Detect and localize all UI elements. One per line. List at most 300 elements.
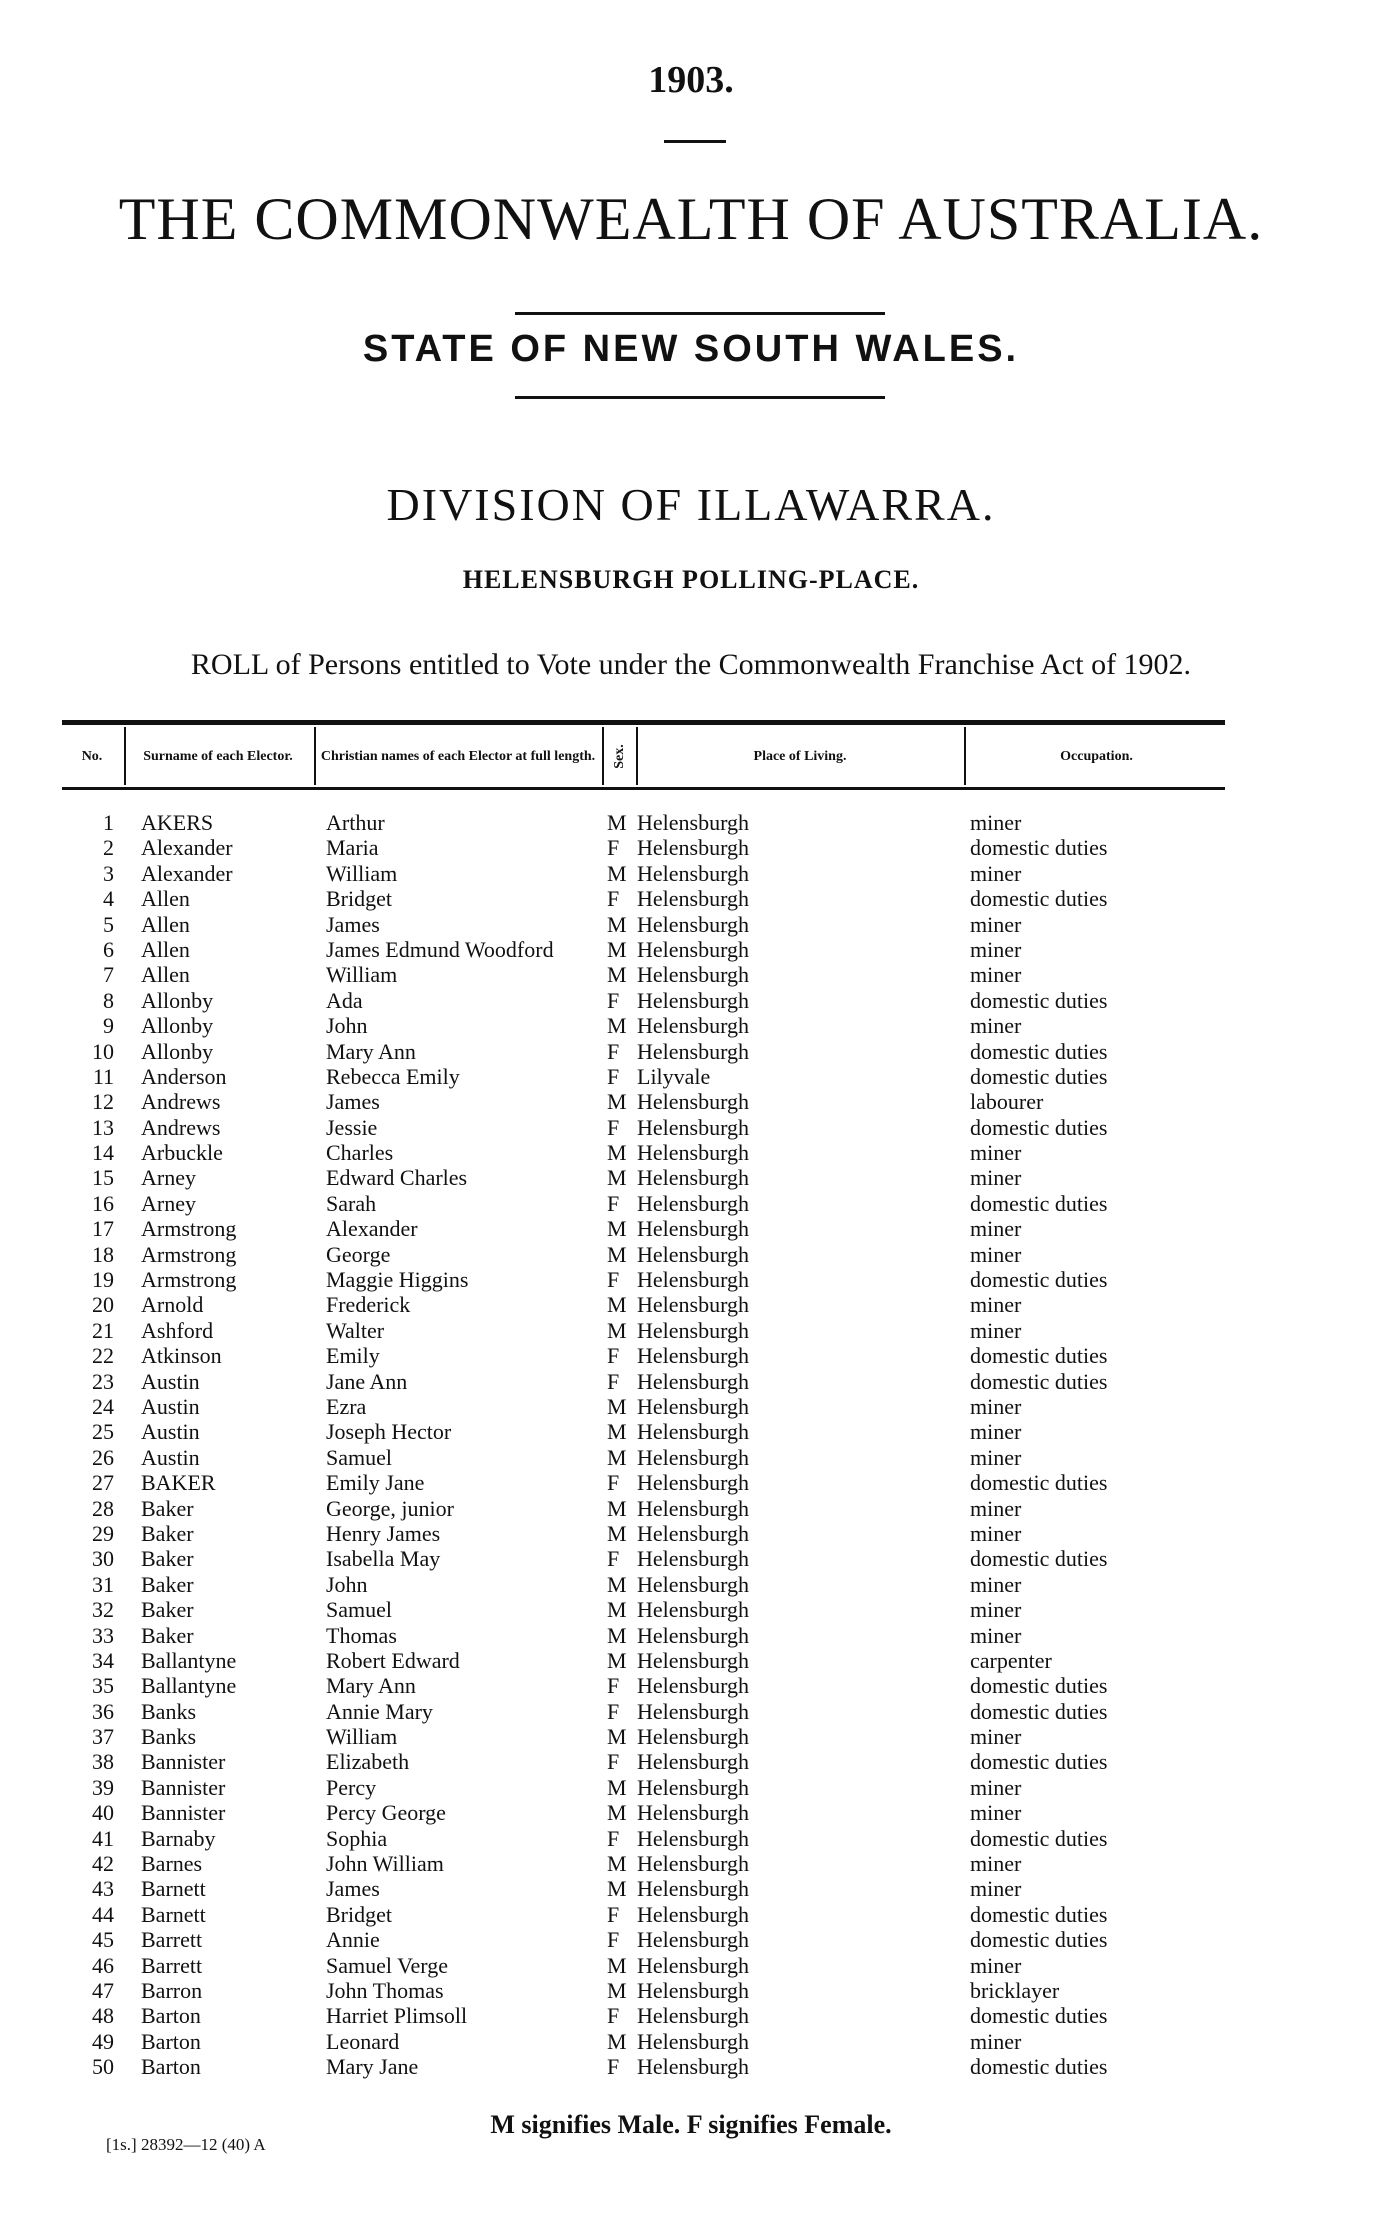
table-row (0, 1673, 1382, 1698)
elector-occupation: domestic duties (970, 1038, 1108, 1064)
table-row (0, 1394, 1382, 1419)
table-row (0, 861, 1382, 886)
elector-no: 5 (103, 911, 114, 937)
elector-sex: M (607, 810, 627, 835)
elector-surname: Baker (141, 1520, 194, 1546)
column-divider (636, 727, 638, 785)
elector-occupation: miner (970, 1292, 1022, 1318)
elector-surname: Barron (141, 1977, 203, 2003)
elector-occupation: domestic duties (970, 1698, 1108, 1724)
elector-no: 28 (92, 1495, 114, 1521)
elector-surname: Barrett (141, 1952, 203, 1978)
elector-no: 44 (92, 1901, 114, 1927)
elector-no: 9 (103, 1013, 114, 1039)
elector-surname: Anderson (141, 1063, 227, 1089)
elector-sex: F (607, 1901, 620, 1927)
elector-surname: Arney (141, 1165, 196, 1191)
elector-occupation: miner (970, 1952, 1022, 1978)
year-heading: 1903. (648, 59, 734, 101)
elector-place: Helensburgh (637, 2054, 750, 2080)
elector-sex: M (607, 1419, 627, 1445)
table-row (0, 1546, 1382, 1571)
elector-no: 37 (92, 1724, 114, 1750)
elector-christian-names: Jane Ann (326, 1368, 408, 1394)
elector-place: Helensburgh (637, 1977, 750, 2003)
elector-no: 36 (92, 1698, 114, 1724)
table-row (0, 1089, 1382, 1114)
col-header-occupation: Occupation. (1060, 748, 1133, 764)
table-row (0, 1343, 1382, 1368)
elector-no: 18 (92, 1241, 114, 1267)
elector-no: 21 (92, 1317, 114, 1343)
elector-surname: Arnold (141, 1292, 204, 1318)
elector-surname: Armstrong (141, 1241, 237, 1267)
table-row (0, 1572, 1382, 1597)
elector-christian-names: Ezra (326, 1393, 367, 1419)
elector-place: Helensburgh (637, 1876, 750, 1902)
table-row (0, 1013, 1382, 1038)
elector-sex: F (607, 1190, 620, 1216)
elector-occupation: miner (970, 1520, 1022, 1546)
elector-no: 2 (103, 835, 114, 861)
elector-occupation: domestic duties (970, 886, 1108, 912)
elector-surname: Austin (141, 1419, 200, 1445)
elector-place: Helensburgh (637, 1851, 750, 1877)
elector-surname: Barton (141, 2003, 201, 2029)
table-row (0, 1115, 1382, 1140)
table-row (0, 1978, 1382, 2003)
elector-occupation: domestic duties (970, 1749, 1108, 1775)
elector-surname: Barton (141, 2054, 201, 2080)
elector-place: Helensburgh (637, 1292, 750, 1318)
elector-occupation: miner (970, 1597, 1022, 1623)
table-row (0, 1648, 1382, 1673)
elector-no: 38 (92, 1749, 114, 1775)
elector-no: 29 (92, 1520, 114, 1546)
elector-occupation: domestic duties (970, 1927, 1108, 1953)
elector-christian-names: Percy George (326, 1800, 446, 1826)
elector-sex: F (607, 1673, 620, 1699)
col-header-sex: Sex. (611, 743, 627, 769)
elector-sex: M (607, 936, 627, 962)
elector-no: 3 (103, 860, 114, 886)
elector-occupation: miner (970, 810, 1022, 835)
table-row (0, 1267, 1382, 1292)
elector-surname: Andrews (141, 1089, 221, 1115)
elector-place: Helensburgh (637, 1800, 750, 1826)
elector-christian-names: Sophia (326, 1825, 388, 1851)
elector-christian-names: Samuel Verge (326, 1952, 448, 1978)
elector-surname: Ashford (141, 1317, 214, 1343)
col-header-surname: Surname of each Elector. (143, 748, 293, 764)
elector-place: Helensburgh (637, 1622, 750, 1648)
elector-christian-names: Robert Edward (326, 1647, 460, 1673)
elector-occupation: domestic duties (970, 2054, 1108, 2080)
elector-place: Helensburgh (637, 1343, 750, 1369)
elector-place: Helensburgh (637, 1114, 750, 1140)
table-row (0, 912, 1382, 937)
elector-christian-names: Mary Jane (326, 2054, 419, 2080)
elector-occupation: domestic duties (970, 1190, 1108, 1216)
elector-surname: Ballantyne (141, 1673, 237, 1699)
elector-place: Helensburgh (637, 962, 750, 988)
elector-surname: Barnes (141, 1851, 203, 1877)
elector-place: Helensburgh (637, 1546, 750, 1572)
elector-occupation: miner (970, 962, 1022, 988)
elector-occupation: miner (970, 1216, 1022, 1242)
elector-surname: Alexander (141, 860, 233, 886)
elector-sex: M (607, 1165, 627, 1191)
col-header-christian: Christian names of each Elector at full length. (320, 748, 596, 764)
elector-place: Helensburgh (637, 1952, 750, 1978)
elector-surname: Allen (141, 936, 190, 962)
elector-sex: F (607, 1063, 620, 1089)
table-row (0, 1749, 1382, 1774)
elector-christian-names: Maggie Higgins (326, 1267, 469, 1293)
table-row (0, 988, 1382, 1013)
elector-no: 50 (92, 2054, 114, 2080)
elector-occupation: bricklayer (970, 1977, 1060, 2003)
elector-no: 15 (92, 1165, 114, 1191)
table-row (0, 1902, 1382, 1927)
elector-occupation: miner (970, 1140, 1022, 1166)
elector-occupation: miner (970, 860, 1022, 886)
elector-place: Helensburgh (637, 1317, 750, 1343)
table-row (0, 886, 1382, 911)
elector-surname: Allonby (141, 1013, 214, 1039)
elector-occupation: domestic duties (970, 1825, 1108, 1851)
elector-sex: M (607, 1876, 627, 1902)
elector-no: 1 (103, 810, 114, 835)
elector-no: 46 (92, 1952, 114, 1978)
elector-place: Helensburgh (637, 1267, 750, 1293)
elector-christian-names: Mary Ann (326, 1038, 416, 1064)
elector-christian-names: Leonard (326, 2028, 400, 2054)
table-row (0, 1369, 1382, 1394)
elector-surname: Arney (141, 1190, 196, 1216)
elector-place: Helensburgh (637, 860, 750, 886)
table-row (0, 1724, 1382, 1749)
elector-sex: M (607, 2028, 627, 2054)
elector-surname: Allonby (141, 1038, 214, 1064)
elector-sex: M (607, 1444, 627, 1470)
elector-place: Helensburgh (637, 2003, 750, 2029)
elector-occupation: domestic duties (970, 1901, 1108, 1927)
table-header (62, 720, 1225, 790)
elector-no: 47 (92, 1977, 114, 2003)
elector-christian-names: William (326, 1724, 398, 1750)
elector-no: 24 (92, 1393, 114, 1419)
elector-sex: F (607, 2003, 620, 2029)
elector-place: Helensburgh (637, 1393, 750, 1419)
elector-surname: Barton (141, 2028, 201, 2054)
elector-place: Helensburgh (637, 936, 750, 962)
elector-sex: M (607, 1292, 627, 1318)
elector-no: 19 (92, 1267, 114, 1293)
elector-no: 49 (92, 2028, 114, 2054)
elector-surname: Andrews (141, 1114, 221, 1140)
elector-surname: Barnett (141, 1901, 206, 1927)
table-row (0, 1521, 1382, 1546)
elector-christian-names: Charles (326, 1140, 394, 1166)
elector-place: Helensburgh (637, 1749, 750, 1775)
elector-place: Helensburgh (637, 1038, 750, 1064)
column-divider (124, 727, 126, 785)
elector-sex: F (607, 1749, 620, 1775)
table-row (0, 1064, 1382, 1089)
elector-christian-names: Emily (326, 1343, 380, 1369)
elector-no: 13 (92, 1114, 114, 1140)
column-divider (314, 727, 316, 785)
elector-christian-names: George (326, 1241, 391, 1267)
elector-christian-names: Jessie (326, 1114, 378, 1140)
elector-surname: Baker (141, 1597, 194, 1623)
table-row (0, 2003, 1382, 2028)
elector-place: Helensburgh (637, 1368, 750, 1394)
elector-sex: M (607, 1140, 627, 1166)
elector-place: Helensburgh (637, 911, 750, 937)
table-row (0, 1216, 1382, 1241)
elector-sex: M (607, 1952, 627, 1978)
elector-place: Helensburgh (637, 1825, 750, 1851)
elector-christian-names: Annie (326, 1927, 380, 1953)
elector-sex: M (607, 860, 627, 886)
divider (515, 396, 885, 399)
table-row (0, 810, 1382, 835)
table-row (0, 1851, 1382, 1876)
elector-occupation: miner (970, 1851, 1022, 1877)
elector-place: Helensburgh (637, 1901, 750, 1927)
elector-christian-names: James (326, 911, 380, 937)
elector-christian-names: Percy (326, 1774, 377, 1800)
elector-sex: F (607, 987, 620, 1013)
elector-no: 11 (92, 1063, 114, 1089)
elector-sex: F (607, 1698, 620, 1724)
elector-no: 41 (92, 1825, 114, 1851)
table-row (0, 1775, 1382, 1800)
table-row (0, 1470, 1382, 1495)
elector-no: 6 (103, 936, 114, 962)
elector-place: Lilyvale (637, 1063, 711, 1089)
elector-sex: F (607, 2054, 620, 2080)
elector-christian-names: Rebecca Emily (326, 1063, 460, 1089)
elector-sex: M (607, 1647, 627, 1673)
elector-christian-names: Frederick (326, 1292, 411, 1318)
elector-surname: Banks (141, 1724, 196, 1750)
elector-christian-names: Arthur (326, 810, 385, 835)
elector-christian-names: Thomas (326, 1622, 397, 1648)
elector-place: Helensburgh (637, 1241, 750, 1267)
table-row (0, 1496, 1382, 1521)
table-row (0, 1140, 1382, 1165)
elector-sex: M (607, 1724, 627, 1750)
table-row (0, 1623, 1382, 1648)
elector-sex: F (607, 1114, 620, 1140)
elector-no: 34 (92, 1647, 114, 1673)
elector-surname: Baker (141, 1546, 194, 1572)
elector-no: 35 (92, 1673, 114, 1699)
divider (515, 312, 885, 315)
elector-surname: Baker (141, 1571, 194, 1597)
table-row (0, 1165, 1382, 1190)
elector-occupation: miner (970, 1419, 1022, 1445)
elector-no: 10 (92, 1038, 114, 1064)
elector-christian-names: Samuel (326, 1597, 392, 1623)
table-row (0, 2029, 1382, 2054)
elector-sex: M (607, 1317, 627, 1343)
elector-occupation: miner (970, 1241, 1022, 1267)
elector-christian-names: James (326, 1876, 380, 1902)
elector-occupation: miner (970, 1622, 1022, 1648)
elector-place: Helensburgh (637, 810, 750, 835)
elector-occupation: miner (970, 911, 1022, 937)
elector-no: 27 (92, 1470, 114, 1496)
division-title: DIVISION OF ILLAWARRA. (386, 479, 996, 530)
elector-no: 39 (92, 1774, 114, 1800)
elector-place: Helensburgh (637, 1444, 750, 1470)
elector-christian-names: Alexander (326, 1216, 418, 1242)
elector-place: Helensburgh (637, 1495, 750, 1521)
elector-no: 22 (92, 1343, 114, 1369)
elector-occupation: miner (970, 1165, 1022, 1191)
elector-occupation: domestic duties (970, 1063, 1108, 1089)
elector-sex: M (607, 1571, 627, 1597)
elector-occupation: carpenter (970, 1647, 1052, 1673)
elector-no: 48 (92, 2003, 114, 2029)
table-row (0, 1826, 1382, 1851)
elector-surname: Baker (141, 1622, 194, 1648)
col-header-place: Place of Living. (753, 748, 847, 764)
elector-no: 26 (92, 1444, 114, 1470)
elector-surname: Allen (141, 886, 190, 912)
elector-no: 33 (92, 1622, 114, 1648)
elector-christian-names: James (326, 1089, 380, 1115)
table-row (0, 1445, 1382, 1470)
elector-place: Helensburgh (637, 1520, 750, 1546)
elector-surname: Armstrong (141, 1267, 237, 1293)
elector-christian-names: Harriet Plimsoll (326, 2003, 468, 2029)
table-row (0, 1597, 1382, 1622)
elector-christian-names: Isabella May (326, 1546, 441, 1572)
elector-surname: Austin (141, 1393, 200, 1419)
elector-sex: M (607, 1216, 627, 1242)
divider (664, 140, 726, 143)
roll-title: ROLL of Persons entitled to Vote under the Commonwealth Franchise Act of 1902. (190, 648, 1192, 681)
elector-surname: Barnett (141, 1876, 206, 1902)
elector-surname: Bannister (141, 1774, 226, 1800)
table-row (0, 1927, 1382, 1952)
elector-christian-names: Annie Mary (326, 1698, 433, 1724)
elector-place: Helensburgh (637, 1140, 750, 1166)
elector-sex: M (607, 1241, 627, 1267)
elector-christian-names: Sarah (326, 1190, 377, 1216)
elector-occupation: domestic duties (970, 2003, 1108, 2029)
table-row (0, 1953, 1382, 1978)
elector-surname: Bannister (141, 1749, 226, 1775)
elector-christian-names: John (326, 1571, 368, 1597)
elector-place: Helensburgh (637, 1597, 750, 1623)
elector-place: Helensburgh (637, 1089, 750, 1115)
elector-no: 14 (92, 1140, 114, 1166)
elector-no: 30 (92, 1546, 114, 1572)
elector-surname: BAKER (141, 1470, 216, 1496)
elector-place: Helensburgh (637, 1724, 750, 1750)
elector-christian-names: George, junior (326, 1495, 454, 1521)
elector-christian-names: Bridget (326, 886, 392, 912)
elector-christian-names: John Thomas (326, 1977, 444, 2003)
elector-occupation: domestic duties (970, 1368, 1108, 1394)
elector-no: 23 (92, 1368, 114, 1394)
elector-sex: M (607, 1851, 627, 1877)
elector-surname: Banks (141, 1698, 196, 1724)
elector-occupation: miner (970, 1774, 1022, 1800)
table-row (0, 1242, 1382, 1267)
elector-christian-names: John William (326, 1851, 444, 1877)
elector-occupation: miner (970, 1724, 1022, 1750)
elector-occupation: domestic duties (970, 1267, 1108, 1293)
elector-surname: Atkinson (141, 1343, 222, 1369)
elector-christian-names: Henry James (326, 1520, 441, 1546)
elector-place: Helensburgh (637, 835, 750, 861)
elector-no: 7 (103, 962, 114, 988)
elector-occupation: miner (970, 1495, 1022, 1521)
elector-sex: F (607, 1546, 620, 1572)
print-reference: [1s.] 28392—12 (40) A (106, 2135, 266, 2154)
elector-place: Helensburgh (637, 886, 750, 912)
elector-sex: F (607, 1368, 620, 1394)
elector-place: Helensburgh (637, 1419, 750, 1445)
elector-place: Helensburgh (637, 1190, 750, 1216)
elector-place: Helensburgh (637, 1774, 750, 1800)
elector-occupation: domestic duties (970, 1546, 1108, 1572)
elector-christian-names: Mary Ann (326, 1673, 416, 1699)
table-row (0, 1699, 1382, 1724)
elector-surname: Allen (141, 911, 190, 937)
elector-place: Helensburgh (637, 1165, 750, 1191)
elector-occupation: miner (970, 936, 1022, 962)
elector-sex: M (607, 1597, 627, 1623)
table-row (0, 1191, 1382, 1216)
elector-no: 45 (92, 1927, 114, 1953)
table-row (0, 1292, 1382, 1317)
sex-legend: M signifies Male. F signifies Female. (490, 2110, 892, 2139)
elector-sex: M (607, 1393, 627, 1419)
elector-sex: F (607, 1038, 620, 1064)
elector-sex: F (607, 1343, 620, 1369)
elector-christian-names: Walter (326, 1317, 385, 1343)
elector-sex: F (607, 1825, 620, 1851)
elector-place: Helensburgh (637, 2028, 750, 2054)
table-row (0, 1318, 1382, 1343)
elector-christian-names: Emily Jane (326, 1470, 425, 1496)
elector-sex: F (607, 1267, 620, 1293)
elector-occupation: labourer (970, 1089, 1044, 1115)
elector-christian-names: Ada (326, 987, 363, 1013)
table-row (0, 1800, 1382, 1825)
elector-sex: F (607, 886, 620, 912)
elector-place: Helensburgh (637, 1470, 750, 1496)
elector-no: 8 (103, 987, 114, 1013)
elector-place: Helensburgh (637, 1927, 750, 1953)
elector-surname: Baker (141, 1495, 194, 1521)
elector-sex: M (607, 1495, 627, 1521)
elector-surname: Alexander (141, 835, 233, 861)
table-row (0, 835, 1382, 860)
elector-occupation: domestic duties (970, 987, 1108, 1013)
table-row (0, 1876, 1382, 1901)
elector-sex: M (607, 1774, 627, 1800)
elector-surname: Barnaby (141, 1825, 216, 1851)
